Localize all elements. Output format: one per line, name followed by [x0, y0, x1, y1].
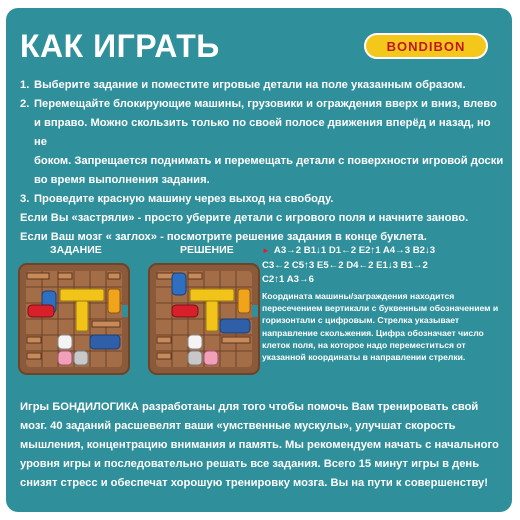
solution-line: C3←2 C5↑3 E5←2 D4←2 E1↓3 B1→2: [262, 259, 428, 271]
rule-number: 3.: [20, 193, 30, 205]
rule-1: [20, 76, 506, 95]
solution-label: РЕШЕНИЕ: [180, 244, 234, 256]
rules-list: [20, 76, 506, 247]
solution-board-illustration: [148, 263, 260, 375]
intro-paragraph: Игры БОНДИЛОГИКА разработаны для того чтобы помочь Вам тренировать свой мозг. 40 заданий расшевелят ваши «умственные мускулы», улучшат скорость мышления, концентрацию внимания и память. Мы рекомендуем начать с начального уровня игры и последовательно решать все задания. Всего 15 минут игры в день снизят стресс и обеспечат хорошую тренировку мозга. Вы на пути к совершенству!: [20, 401, 499, 489]
solution-board: [148, 263, 260, 375]
rule-number: 1.: [20, 79, 30, 91]
stuck-tip: Если Вы «застряли» - просто уберите детали с игрового поля и начните заново.: [20, 212, 469, 224]
rule-text: Перемещайте блокирующие машины, грузовики и ограждения вверх и вниз, влево: [34, 98, 497, 110]
solution-line: C2↑1 A3→6: [262, 274, 314, 285]
solution-coordinates: [262, 244, 508, 288]
task-label: ЗАДАНИЕ: [50, 244, 102, 256]
rule-text: Проведите красную машину через выход на свободу.: [34, 193, 334, 205]
rule-text: и вправо. Можно скользить только по своей полосе движения вперёд и назад, но не: [34, 117, 491, 148]
page-title: КАК ИГРАТЬ: [20, 28, 220, 64]
task-board: [18, 263, 130, 375]
triangle-bullet-icon: ►: [262, 246, 270, 255]
rule-text: Выберите задание и поместите игровые детали на поле указанным образом.: [34, 79, 466, 91]
coordinate-legend: Координата машины/заграждения находится пересечением вертикали с буквенным обозначением и горизонтали с цифровым. Стрелка указывает направление скольжения. Цифра обозначает число клеток поля, на которое надо переместиться от указанной координаты в направлении стрелки.: [262, 291, 499, 363]
rule-2: [20, 95, 506, 190]
instruction-panel: [6, 8, 512, 512]
brand-logo: BONDIBON: [364, 33, 488, 59]
task-board-illustration: [18, 263, 130, 375]
rule-text: во время выполнения задания.: [34, 174, 210, 186]
rule-text: боком. Запрещается поднимать и перемещать детали с поверхности игровой доски: [34, 155, 504, 167]
rule-3: [20, 190, 506, 209]
solution-line: ► A3→2 B1↓1 D1←2 E2↑1 A4→3 B2↓3: [262, 245, 436, 256]
stalled-tip: Если Ваш мозг « заглох» - посмотрите решение задания в конце буклета.: [20, 231, 427, 243]
rule-number: 2.: [20, 98, 30, 110]
